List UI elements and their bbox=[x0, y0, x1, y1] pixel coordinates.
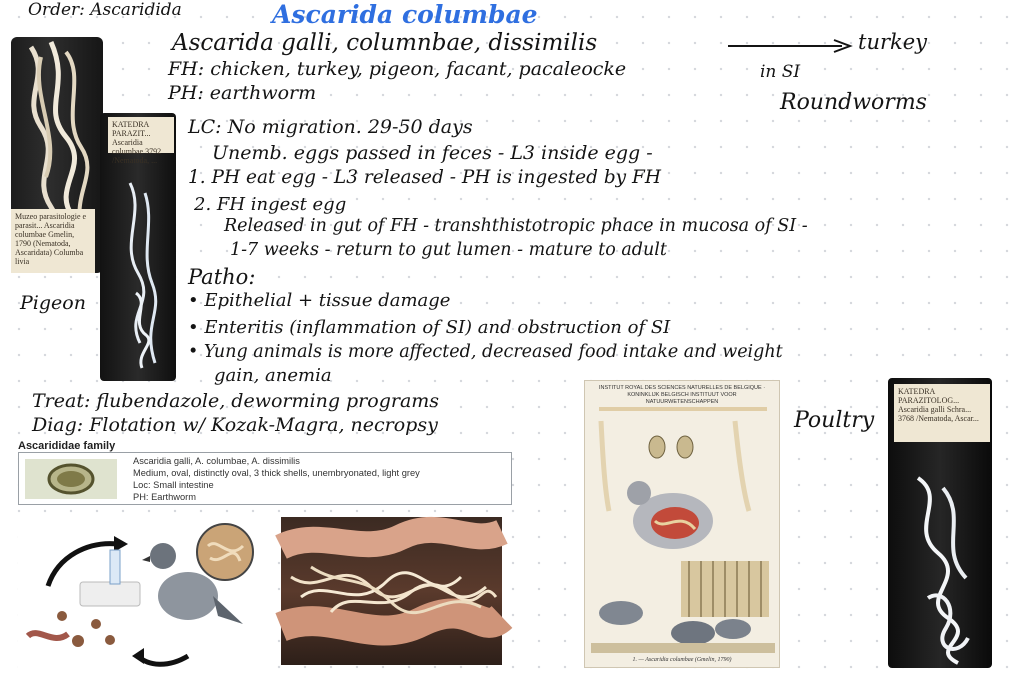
poster-caption: 1. — Ascaridia columbae (Gmelin, 1790) bbox=[632, 657, 732, 663]
jar-label-galli: KATEDRA PARAZITOLOG... Ascaridia galli Schra... 3768 /Nematoda, Ascar... bbox=[894, 384, 990, 442]
egg-image bbox=[25, 459, 117, 499]
life-cycle-line-4: 2. FH ingest egg bbox=[194, 194, 347, 215]
family-info-card bbox=[18, 452, 512, 505]
species-target: turkey bbox=[858, 30, 928, 54]
poster-illustration bbox=[584, 380, 780, 668]
family-card-species: Ascaridia galli, A. columbae, A. dissimilis bbox=[133, 456, 300, 466]
family-card-egg-description: Medium, oval, distinctly oval, 3 thick shells, unembryonated, light grey bbox=[133, 468, 420, 478]
life-cycle-line-3: 1. PH eat egg - L3 released - PH is ingested by FH bbox=[188, 167, 661, 188]
arrow-icon bbox=[726, 38, 856, 54]
family-card-host: PH: Earthworm bbox=[133, 492, 197, 502]
life-cycle-diagram bbox=[18, 516, 272, 670]
family-card-text bbox=[133, 455, 505, 503]
final-host-location: in SI bbox=[760, 62, 801, 82]
cycle-arrow-icon bbox=[138, 656, 188, 664]
family-card-title: Ascarididae family bbox=[18, 440, 116, 452]
worms-in-intestine-graphic bbox=[281, 517, 502, 665]
life-cycle-line-6: 1-7 weeks - return to gut lumen - mature to adult bbox=[230, 240, 667, 260]
patho-item-1: • Epithelial + tissue damage bbox=[188, 290, 451, 311]
patho-item-3: • Yung animals is more affected, decreased food intake and weight bbox=[188, 342, 783, 362]
pigeon-label: Pigeon bbox=[20, 292, 86, 314]
jar-label-columbae: KATEDRA PARAZIT... Ascaridia columbae 3792 /Nematoda, ... bbox=[108, 117, 174, 153]
jar-label: Muzeo parasitologie e parasit... Ascaridia columbae Gmelin, 1790 (Nematoda, Ascaridata) Columba livia bbox=[11, 209, 95, 273]
cycle-arrow-icon bbox=[48, 544, 118, 586]
page-title: Ascarida columbae bbox=[272, 0, 538, 29]
roundworms-label: Roundworms bbox=[780, 90, 927, 115]
patho-item-3-cont: gain, anemia bbox=[214, 365, 332, 386]
diagnosis-line: Diag: Flotation w/ Kozak-Magra, necropsy bbox=[32, 414, 438, 436]
paratenic-host-line: PH: earthworm bbox=[168, 82, 317, 104]
family-card-location: Loc: Small intestine bbox=[133, 480, 214, 490]
jar-photo-columbae bbox=[100, 113, 176, 381]
poultry-label: Poultry bbox=[794, 408, 875, 433]
life-cycle-line-1: LC: No migration. 29-50 days bbox=[188, 116, 473, 138]
jar-photo-pigeon-specimen bbox=[11, 37, 103, 273]
life-cycle-line-5: Released in gut of FH - transhthistotropic phace in mucosa of SI - bbox=[224, 216, 808, 236]
intestine-photo bbox=[281, 517, 502, 665]
jar-photo-galli bbox=[888, 378, 992, 668]
pigeon-anatomy-graphic bbox=[585, 381, 781, 669]
patho-heading: Patho: bbox=[188, 265, 256, 289]
life-cycle-line-2: Unemb. eggs passed in feces - L3 inside egg - bbox=[212, 142, 653, 164]
species-line: Ascarida galli, columnbae, dissimilis bbox=[172, 30, 598, 56]
patho-item-2: • Enteritis (inflammation of SI) and obstruction of SI bbox=[188, 317, 671, 338]
order-heading: Order: Ascaridida bbox=[28, 0, 182, 20]
poster-header: INSTITUT ROYAL DES SCIENCES NATURELLES DE BELGIQUE · KONINKLIJK BELGISCH INSTITUUT VOOR NATUURWETENSCHAPPEN bbox=[598, 385, 766, 405]
treatment-line: Treat: flubendazole, deworming programs bbox=[32, 390, 440, 412]
final-host-line: FH: chicken, turkey, pigeon, facant, pacaleocke bbox=[168, 58, 627, 80]
